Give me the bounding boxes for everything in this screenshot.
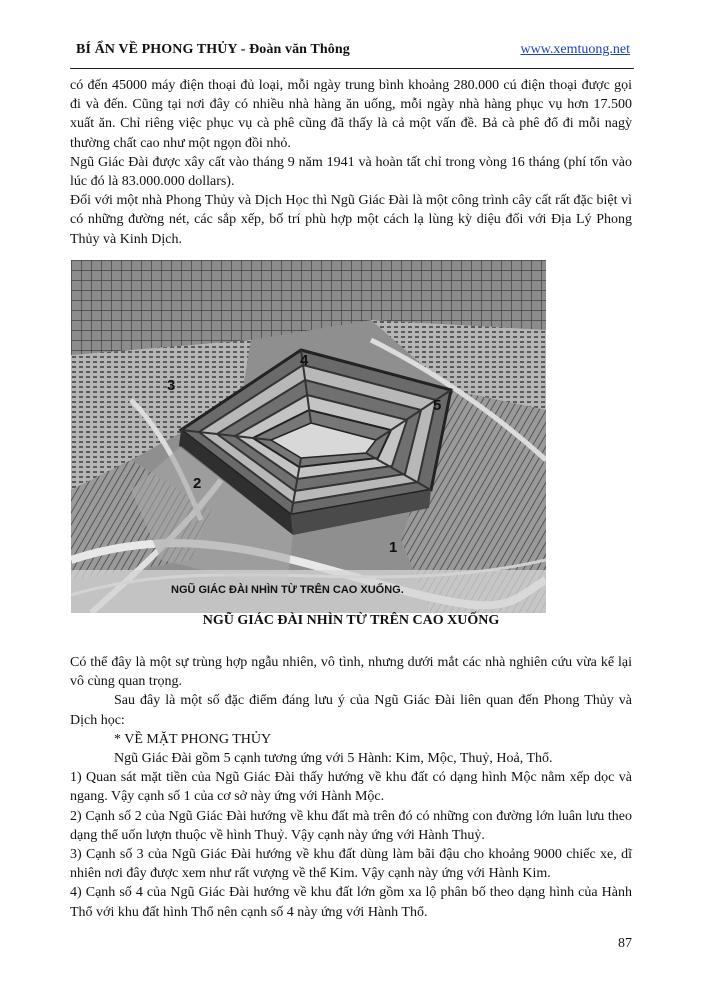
page-header: [70, 40, 634, 69]
header-website-link[interactable]: www.xemtuong.net: [520, 42, 630, 57]
side-label-5: 5: [433, 397, 442, 414]
photo-inner-caption: NGŨ GIÁC ĐÀI NHÌN TỪ TRÊN CAO XUỐNG.: [171, 584, 404, 596]
bottom-text-block: [70, 653, 632, 922]
header-title: BÍ ẨN VỀ PHONG THỦY - Đoàn văn Thông: [76, 42, 350, 57]
paragraph: Ngũ Giác Đài được xây cất vào tháng 9 năm 1941 và hoàn tất chỉ trong vòng 16 tháng (phí tổn vào lúc đó là 83.000.000 dollars).: [70, 154, 632, 190]
pentagon-illustration: [71, 260, 546, 613]
page-number: 87: [618, 936, 632, 951]
paragraph: có đến 45000 máy điện thoại đủ loại, mỗi ngày trung bình khoảng 280.000 cú điện thoại được gọi đi và đến. Cũng tại nơi đây có nhiều nhà hàng ăn uống, mỗi ngày nhà hàng phục vụ hơn 17.500 xuất ăn. Chỉ riêng việc phục vụ cà phê cũng đã thấy là cả một vấn đề. Bả cà phê đổ đi mỗi nagỳ thường chất cao như một ngọn đồi nhỏ.: [70, 78, 632, 151]
side-label-4: 4: [300, 352, 309, 369]
side-label-3: 3: [167, 377, 176, 394]
side-label-2: 2: [193, 475, 202, 492]
list-item: 2) Cạnh số 2 của Ngũ Giác Đài hướng về khu đất mà trên đó có những con đường lớn luân lưu theo dạng thể uốn lượn thuộc về hình Thuỷ. Vậy cạnh này ứng với Hành Thuỷ.: [70, 808, 632, 843]
figure-caption: NGŨ GIÁC ĐÀI NHÌN TỪ TRÊN CAO XUỐNG: [202, 613, 500, 628]
side-label-1: 1: [389, 539, 398, 556]
paragraph: Có thể đây là một sự trùng hợp ngẫu nhiên, vô tình, nhưng dưới mắt các nhà nghiên cứu vừa kể lại vô cùng quan trọng.: [70, 655, 632, 690]
pentagon-aerial-photo: [71, 260, 546, 613]
paragraph: Ngũ Giác Đài gồm 5 cạnh tương ứng với 5 Hành: Kim, Mộc, Thuỷ, Hoả, Thổ.: [114, 751, 553, 767]
list-item: 3) Cạnh số 3 của Ngũ Giác Đài hướng về khu đất dùng làm bãi đậu cho khoảng 9000 chiếc xe, dĩ nhiên nơi đây được xem như rất vượng về thể Kim. Vậy cạnh này ứng với Hành Kim.: [70, 847, 632, 882]
paragraph: Đối với một nhà Phong Thủy và Dịch Học thì Ngũ Giác Đài là một công trình cây cất rất đặc biệt vì có những đường nét, các sắp xếp, bố trí phù hợp một cách lạ lùng kỳ diệu đối với Địa Lý Phong Thủy và Kinh Dịch.: [70, 193, 632, 247]
list-item: 4) Cạnh số 4 của Ngũ Giác Đài hướng về khu đất lớn gồm xa lộ phân bố theo dạng hình của Hành Thổ với khu đất hình Thổ nên cạnh số 4 này ứng với Hành Thổ.: [70, 885, 632, 920]
top-text-block: [70, 76, 632, 249]
section-heading: * VỀ MẶT PHONG THỦY: [114, 731, 272, 747]
paragraph: Sau đây là một số đặc điểm đáng lưu ý của Ngũ Giác Đài liên quan đến Phong Thủy và Dịch học:: [70, 693, 632, 728]
list-item: 1) Quan sát mặt tiền của Ngũ Giác Đài thấy hướng về khu đất có dạng hình Mộc nằm xếp dọc và ngang. Vậy cạnh số 1 của cơ sở này ứng với Hành Mộc.: [70, 770, 632, 805]
